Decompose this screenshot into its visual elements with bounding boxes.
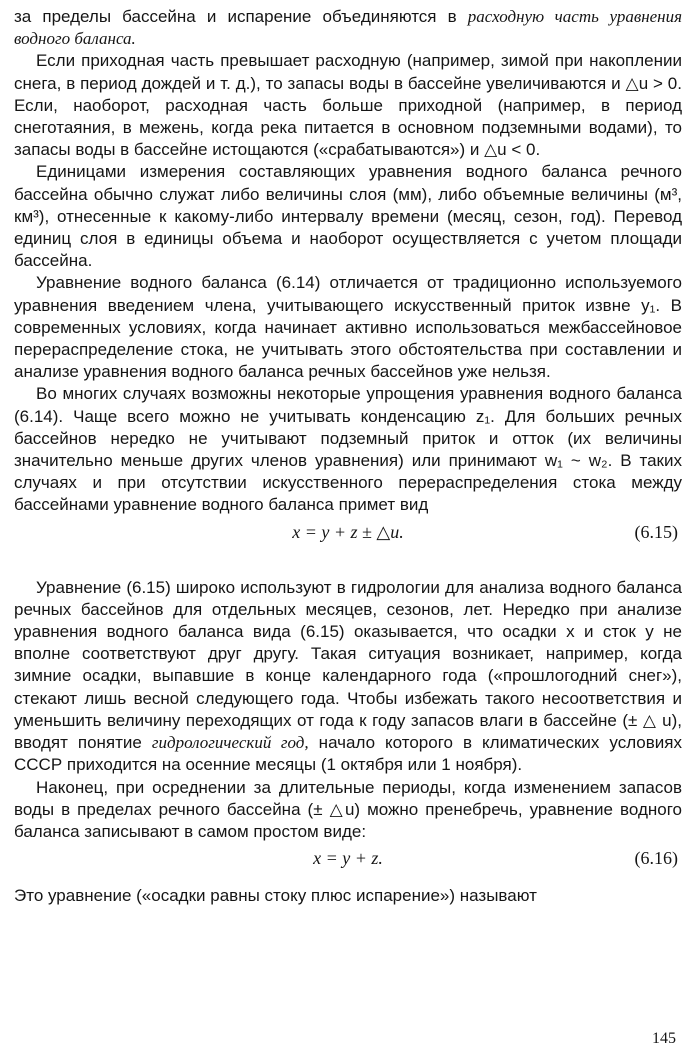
paragraph-hydrological-year-text-a: Уравнение (6.15) широко используют в гидрологии для анализа водного баланса речных бассейнов для отдельных месяцев, сезонов, лет. Нередко при анализе уравнения водного баланса вида (6.15) оказывается, что осадки x и сток y не вполне соответствуют друг другу. Такая ситуация возникает, например, когда зимние осадки, выпавшие в конце календарного года («прошлогодний снег»), стекают лишь весной следующего года. Чтобы избежать такого несоответствия и уменьшить величину переходящих от года к году запасов влаги в бассейне (± △ u), вводят понятие: [14, 577, 682, 753]
equation-6-16-expression: x = y + z.: [313, 848, 383, 869]
equation-6-16: [14, 845, 682, 877]
equation-6-15-expression: x = y + z ± △u.: [292, 521, 404, 542]
paragraph-long-term-averaging: Наконец, при осреднении за длительные периоды, когда изменением запасов воды в пределах речного бассейна (± △u) можно пренебречь, уравнение водного баланса записывают в самом простом виде:: [14, 777, 682, 841]
paragraph-artificial-inflow: Уравнение водного баланса (6.14) отличается от традиционно используемого уравнения введением члена, учитывающего искусственный приток извне y₁. В современных условиях, когда начинает активно использоваться межбассейновое перераспределение стока, не учитывать этого обстоятельства при составлении и анализе уравнения водного баланса речных бассейнов уже нельзя.: [14, 273, 682, 382]
equation-6-16-number: (6.16): [634, 848, 678, 869]
paragraph-continuation-text: за пределы бассейна и испарение объединяются в: [14, 7, 468, 26]
paragraph-hydrological-year: [14, 577, 682, 777]
paragraph-continuation: [14, 6, 682, 50]
paragraph-simplifications: Во многих случаях возможны некоторые упрощения уравнения водного баланса (6.14). Чаще всего можно не учитывать конденсацию z₁. Для больших речных бассейнов нередко не учитывают подземный приток и отток (их величины значительно меньше других членов уравнения) или принимают w₁ ~ w₂. В таких случаях и при отсутствии искусственного перераспределения стока между бассейнами уравнение водного баланса примет вид: [14, 384, 682, 515]
paragraph-storage-change: Если приходная часть превышает расходную (например, зимой при накоплении снега, в период дождей и т. д.), то запасы воды в бассейне увеличиваются и △u > 0. Если, наоборот, расходная часть больше приходной (например, в период снеготаяния, в межень, когда река питается в основном подземными водами), то запасы воды в бассейне истощаются («срабатываются») и △u < 0.: [14, 51, 682, 160]
paragraph-equation-name: Это уравнение («осадки равны стоку плюс испарение») называют: [14, 886, 537, 906]
term-expense-part: расходную часть уравнения водного баланса.: [14, 7, 683, 49]
equation-6-15: [14, 519, 682, 551]
equation-6-15-number: (6.15): [634, 521, 678, 542]
term-hydrological-year: гидрологический год,: [151, 733, 309, 753]
paragraph-hydrological-year-text-b: начало которого в климатических условиях СССР приходится на осенние месяцы (1 октября или 1 ноября).: [14, 733, 682, 775]
page-number: 145: [652, 1030, 676, 1047]
paragraph-units: Единицами измерения составляющих уравнения водного баланса речного бассейна обычно служат либо величины слоя (мм), либо объемные величины (м³, км³), отнесенные к какому-либо интервалу времени (месяц, сезон, год). Перевод единиц слоя в единицы объема и наоборот осуществляется с учетом площади бассейна.: [14, 162, 682, 271]
